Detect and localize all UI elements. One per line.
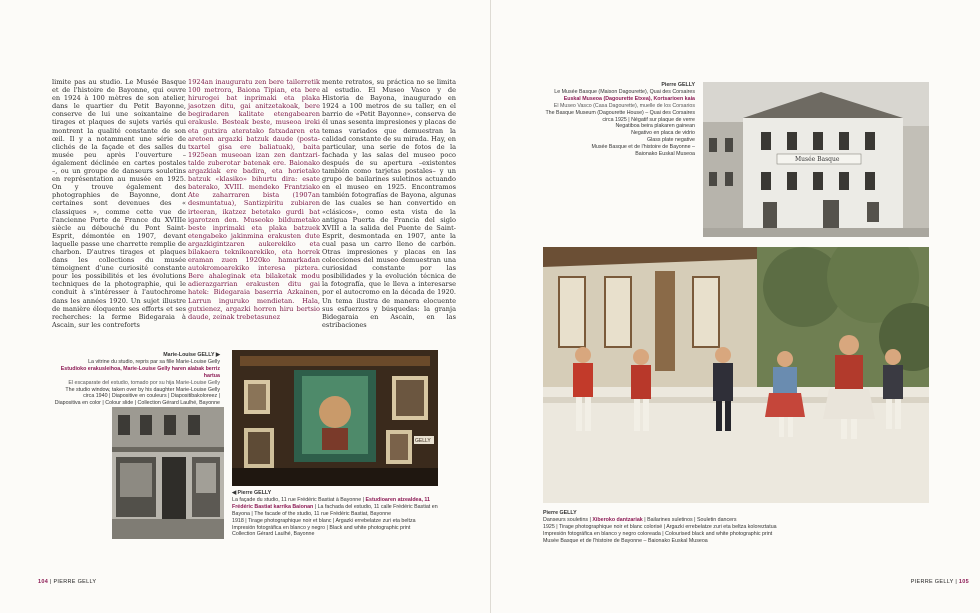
photo-studio-facade bbox=[112, 407, 224, 539]
right-page bbox=[490, 0, 980, 613]
caption-studio-window: Marie-Louise GELLY ▶ La vitrine du studio, repris par sa fille Marie-Louise Gelly Estudioko erakusleihoa, Marie-Louise Gelly haren alabak berriz hartua El escaparate del estudio, tomado por su hija Marie-Louise Gelly The studio window, taken over by his daughter Marie-Louise Gelly circa 1940 | Diapositive en couleurs | Diapositibakoloreez | Diapositiva en color | Colour slide | Collection Gérard Laulhé, Bayonne bbox=[54, 352, 220, 407]
folio-left: 104 | PIERRE GELLY bbox=[38, 579, 97, 585]
caption-studio-facade: ◀ Pierre GELLY La façade du studio, 11 rue Frédéric Bastiat à Bayonne | Estudioaren atzealdea, 11 Frédéric Bastiat karrika Baionan | La fachada del estudio, 11 calle Frédéric Bastiat en Bayona | The facade of the studio, 11 rue Frédéric Bastiat, Bayonne 1918 | Tirage photographique noir et blanc | Argazki errebelatze zuri eta beltza Impresión fotográfica en blanco y negro | Black and white photographic print Collection Gérard Laulhé, Bayonne bbox=[232, 490, 438, 538]
caption-souletin-dancers: Pierre GELLY Danseurs souletins | Xiberoko dantzariak | Bailarines suletinos | Souletin dancers 1925 | Tirage photographique noir et blanc colorisé | Argazki errebelatze zuri eta beltza koloreztatua Impresión fotográfica en blanco y negro coloreada | Colourised black and white photographic print Musée Basque et de l'histoire de Bayonne – Baionako Euskal Museoa bbox=[543, 510, 777, 544]
museum-sign: Musée Basque bbox=[795, 156, 840, 163]
folio-right: PIERRE GELLY | 105 bbox=[910, 579, 969, 585]
text-column-basque: 1924an inauguratu zen bere tailerretik 100 metrora, Baiona Tipian, eta bere hirurogei bat inprimaki eta plaka jasotzen ditu, gai anitzetakoak, bere begiradaren kalitate etengabearen erakusle. Besteak beste, museoa ireki eta gutxira ateratako fatxadaren eta aretoen argazki batzuk daude (posta-txartel gisa ere baliatuak), baita 1925ean museoan izan zen dantzari-talde zuberotar batenak ere. Baionako argazkiak ere badira, eta horietako batzuk «klasiko» bihurtu dira: esate baterako, XVIII. mendeko Frantziako Ate zaharraren bista (1907an desmuntatua), Santizpiritu zubiaren irteeran, ikatzez betetako gurdi bat igarotzen den. Museoko bildumetako beste inprimaki eta plaka batzuek etengabeko jakinmina erakusten dute argazkigintzaren aukerekiko eta bilakaera teknikoarekiko, eta horrek eraman zuen 1920ko hamarkadan autokromoarekiko interesa piztera. Bere ahaleginak eta bilaketak modu adierazgarrian erakusten ditu gai hatek: Bidegaraia baserria Azkainen, Larrun inguruko mendietan. Hala, gutxienez, argazki horren hiru bertsio daude, zeinak trebetasunez bbox=[188, 78, 320, 321]
text-column-spanish: mente retratos, su práctica no se limita al estudio. El Museo Vasco y de Historia de Bayona, inaugurado en 1924 a 100 metros de su taller, en el barrio de «Petit Bayonne», conserva de él unas sesenta impresiones y placas de temas variados que demuestran la calidad constante de su mirada. Hay, en particular, una serie de fotos de la fachada y las salas del museo poco después de su apertura –existentes también como tarjetas postales– y un grupo de bailarines suletinos actuando en el museo en 1925. Encontramos también fotografías de Bayona, algunas de las cuales se han convertido en «clásicos», como esta vista de la antigua Puerta de Francia del siglo XVIII a la salida del Puente de Saint-Esprit, desmontada en 1907, ante la cual pasa un carro lleno de carbón. Otras impresiones y placas en las colecciones del museo demuestran una curiosidad constante por las posibilidades y la evolución técnica de la fotografía, que le lleva a interesarse por el autocromo en la década de 1920. Un tema ilustra de manera elocuente sus esfuerzos y búsquedas: la granja Bidegaraia en Ascain, en las estribaciones bbox=[322, 78, 456, 329]
text-column-french: limite pas au studio. Le Musée Basque et de l'histoire de Bayonne, qui ouvre en 1924 à 100 mètres de son atelier, dans le quartier du Petit Bayonne, conserve de lui une soixantaine de tirages et plaques de sujets variés qui montrent la qualité constante de son œil. Il y a notamment une série de clichés de la façade et des salles du musée peu après l'ouverture – également déclinée en cartes postales –, ou un groupe de danseurs souletins en représentation au musée en 1925. On y trouve également des photographies de Bayonne, dont certaines sont devenues des « classiques », comme cette vue de l'ancienne Porte de France du XVIIIe siècle au débouché du Pont Saint-Esprit, démontée en 1907, devant laquelle passe une charrette remplie de charbon. D'autres tirages et plaques dans les collections du musée témoignent d'une curiosité constante pour les possibilités et les évolutions techniques de la photographie, qui le conduit à s'intéresser à l'autochrome dans les années 1920. Un sujet illustre de manière éloquente ses efforts et ses recherches: la ferme Bidegaraia à Ascain, sur les contreforts bbox=[52, 78, 186, 329]
photo-basque-museum bbox=[703, 82, 929, 237]
storefront-sign: GELLY bbox=[415, 438, 431, 444]
caption-basque-museum: Pierre GELLY Le Musée Basque (Maison Dagourette), Quai des Corsaires Euskal Museoa (Dagourette Etxea), Kortsarioen kaia El Museo Vasco (Casa Dagourette), muelle de los Corsarios The Basque Museum (Dagourette House) – Quai des Corsaires circa 1925 | Négatif sur plaque de verre Negatiboa beira plakaren gainean Negativo en placa de vidrio Glass plate negative Musée Basque et de l'histoire de Bayonne – Baionako Euskal Museoa bbox=[545, 82, 695, 158]
photo-souletin-dancers bbox=[543, 247, 929, 503]
photo-studio-window-color bbox=[232, 350, 438, 486]
